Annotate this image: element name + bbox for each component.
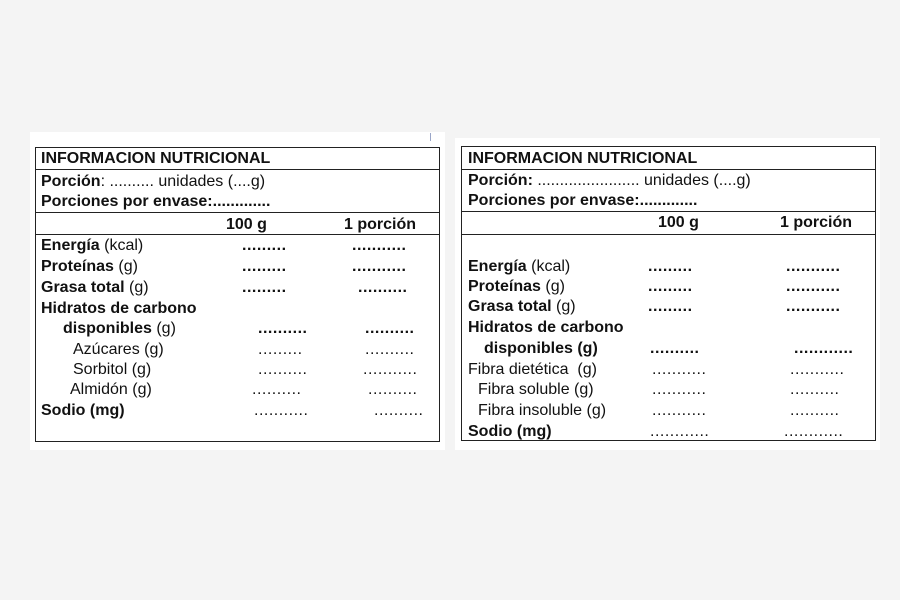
nutrient-name: Azúcares: [73, 341, 140, 358]
value-portion: ..........: [790, 402, 840, 419]
value-portion: ...........: [786, 258, 841, 275]
value-100g: .........: [242, 237, 287, 254]
nutrition-label-right: [461, 146, 876, 441]
label-title-row: [36, 149, 439, 169]
nutrient-unit: (g): [113, 258, 138, 275]
divider: [36, 212, 439, 213]
nutrient-unit: (g): [551, 298, 576, 315]
value-portion: ............: [784, 423, 844, 440]
nutrient-row: [36, 319, 439, 339]
nutrient-row: [462, 297, 875, 317]
nutrient-unit: (g): [151, 320, 176, 337]
nutrient-name: Hidratos de carbono: [468, 319, 624, 336]
nutrient-name: disponibles: [63, 320, 152, 337]
divider: [36, 234, 439, 235]
nutrient-row: [462, 401, 875, 421]
nutrient-name: Sodio (mg): [468, 423, 552, 440]
divider: [462, 211, 875, 212]
nutrient-name: Grasa total: [468, 298, 552, 315]
serving-row: [462, 171, 875, 191]
label-title: INFORMACION NUTRICIONAL: [41, 150, 271, 167]
value-portion: ..........: [365, 320, 415, 337]
nutrient-row: [36, 236, 439, 256]
nutrient-name: Fibra insoluble: [478, 402, 583, 419]
nutrient-row: [462, 360, 875, 380]
value-100g: .........: [648, 278, 693, 295]
nutrient-row: [36, 257, 439, 277]
value-portion: ...........: [786, 298, 841, 315]
nutrient-row: [36, 299, 439, 319]
value-100g: ............: [650, 423, 710, 440]
serving-label: Porción:: [468, 172, 533, 189]
servings-per-pack: Porciones por envase:.............: [41, 193, 271, 210]
label-title: INFORMACION NUTRICIONAL: [468, 150, 698, 167]
servings-per-pack-row: [36, 192, 439, 212]
nutrient-unit: (g): [569, 381, 594, 398]
value-portion: ..........: [358, 279, 408, 296]
value-portion: ...........: [352, 237, 407, 254]
nutrient-name: Almidón: [70, 381, 128, 398]
nutrient-unit: (g): [127, 381, 152, 398]
value-100g: ...........: [652, 361, 707, 378]
nutrient-name: Sorbitol: [73, 361, 128, 378]
serving-value: : .......... unidades (....g): [100, 173, 266, 190]
serving-value: ....................... unidades (....g): [532, 172, 751, 189]
value-portion: ..........: [374, 402, 424, 419]
serving-label: Porción: [41, 173, 101, 190]
column-header-portion: 1 porción: [780, 214, 853, 231]
nutrient-unit: (g): [540, 278, 565, 295]
servings-per-pack: Porciones por envase:.............: [468, 192, 698, 209]
value-portion: ..........: [368, 381, 418, 398]
nutrient-name: Fibra dietética: [468, 361, 569, 378]
value-portion: ...........: [790, 361, 845, 378]
nutrient-row: [462, 277, 875, 297]
column-header-row: [36, 215, 439, 235]
value-100g: ...........: [652, 402, 707, 419]
nutrient-unit: (g): [124, 279, 149, 296]
divider: [462, 169, 875, 170]
value-100g: .........: [242, 258, 287, 275]
value-portion: ............: [794, 340, 854, 357]
nutrient-name: Fibra soluble: [478, 381, 570, 398]
nutrient-name: Proteínas: [41, 258, 114, 275]
nutrient-name: Sodio (mg): [41, 402, 125, 419]
value-portion: ...........: [352, 258, 407, 275]
value-100g: ..........: [650, 340, 700, 357]
servings-per-pack-row: [462, 191, 875, 211]
nutrient-name: Hidratos de carbono: [41, 300, 197, 317]
nutrient-unit: (kcal): [526, 258, 571, 275]
nutrient-row: [36, 380, 439, 400]
nutrient-row: [462, 422, 875, 442]
nutrient-row: [36, 278, 439, 298]
value-100g: .........: [258, 341, 303, 358]
stray-mark: [430, 133, 431, 141]
nutrient-row: [462, 339, 875, 359]
nutrient-row: [462, 257, 875, 277]
value-100g: ..........: [252, 381, 302, 398]
value-100g: .........: [648, 258, 693, 275]
value-portion: ..........: [790, 381, 840, 398]
nutrient-name: Proteínas: [468, 278, 541, 295]
column-header-portion: 1 porción: [344, 216, 417, 233]
value-portion: ...........: [363, 361, 418, 378]
nutrient-name: Energía: [41, 237, 100, 254]
nutrition-label-left: [35, 147, 440, 442]
column-header-100g: 100 g: [658, 214, 699, 231]
value-100g: ...........: [652, 381, 707, 398]
value-portion: ...........: [786, 278, 841, 295]
nutrient-unit: (g): [127, 361, 152, 378]
divider: [462, 234, 875, 235]
nutrient-name: Energía: [468, 258, 527, 275]
nutrient-row: [36, 340, 439, 360]
serving-row: [36, 172, 439, 192]
nutrient-row: [36, 401, 439, 421]
nutrient-row: [462, 380, 875, 400]
value-100g: ..........: [258, 361, 308, 378]
nutrient-name: Grasa total: [41, 279, 125, 296]
nutrient-row: [36, 360, 439, 380]
value-100g: ...........: [254, 402, 309, 419]
nutrient-unit: (g): [582, 402, 607, 419]
nutrient-unit: (kcal): [99, 237, 144, 254]
column-header-row: [462, 213, 875, 233]
nutrient-name: disponibles (g): [484, 340, 598, 357]
divider: [36, 169, 439, 170]
nutrient-row: [462, 318, 875, 338]
nutrient-unit: (g): [139, 341, 164, 358]
value-portion: ..........: [365, 341, 415, 358]
value-100g: ..........: [258, 320, 308, 337]
label-title-row: [462, 149, 875, 169]
column-header-100g: 100 g: [226, 216, 267, 233]
value-100g: .........: [648, 298, 693, 315]
nutrient-unit: (g): [568, 361, 597, 378]
value-100g: .........: [242, 279, 287, 296]
